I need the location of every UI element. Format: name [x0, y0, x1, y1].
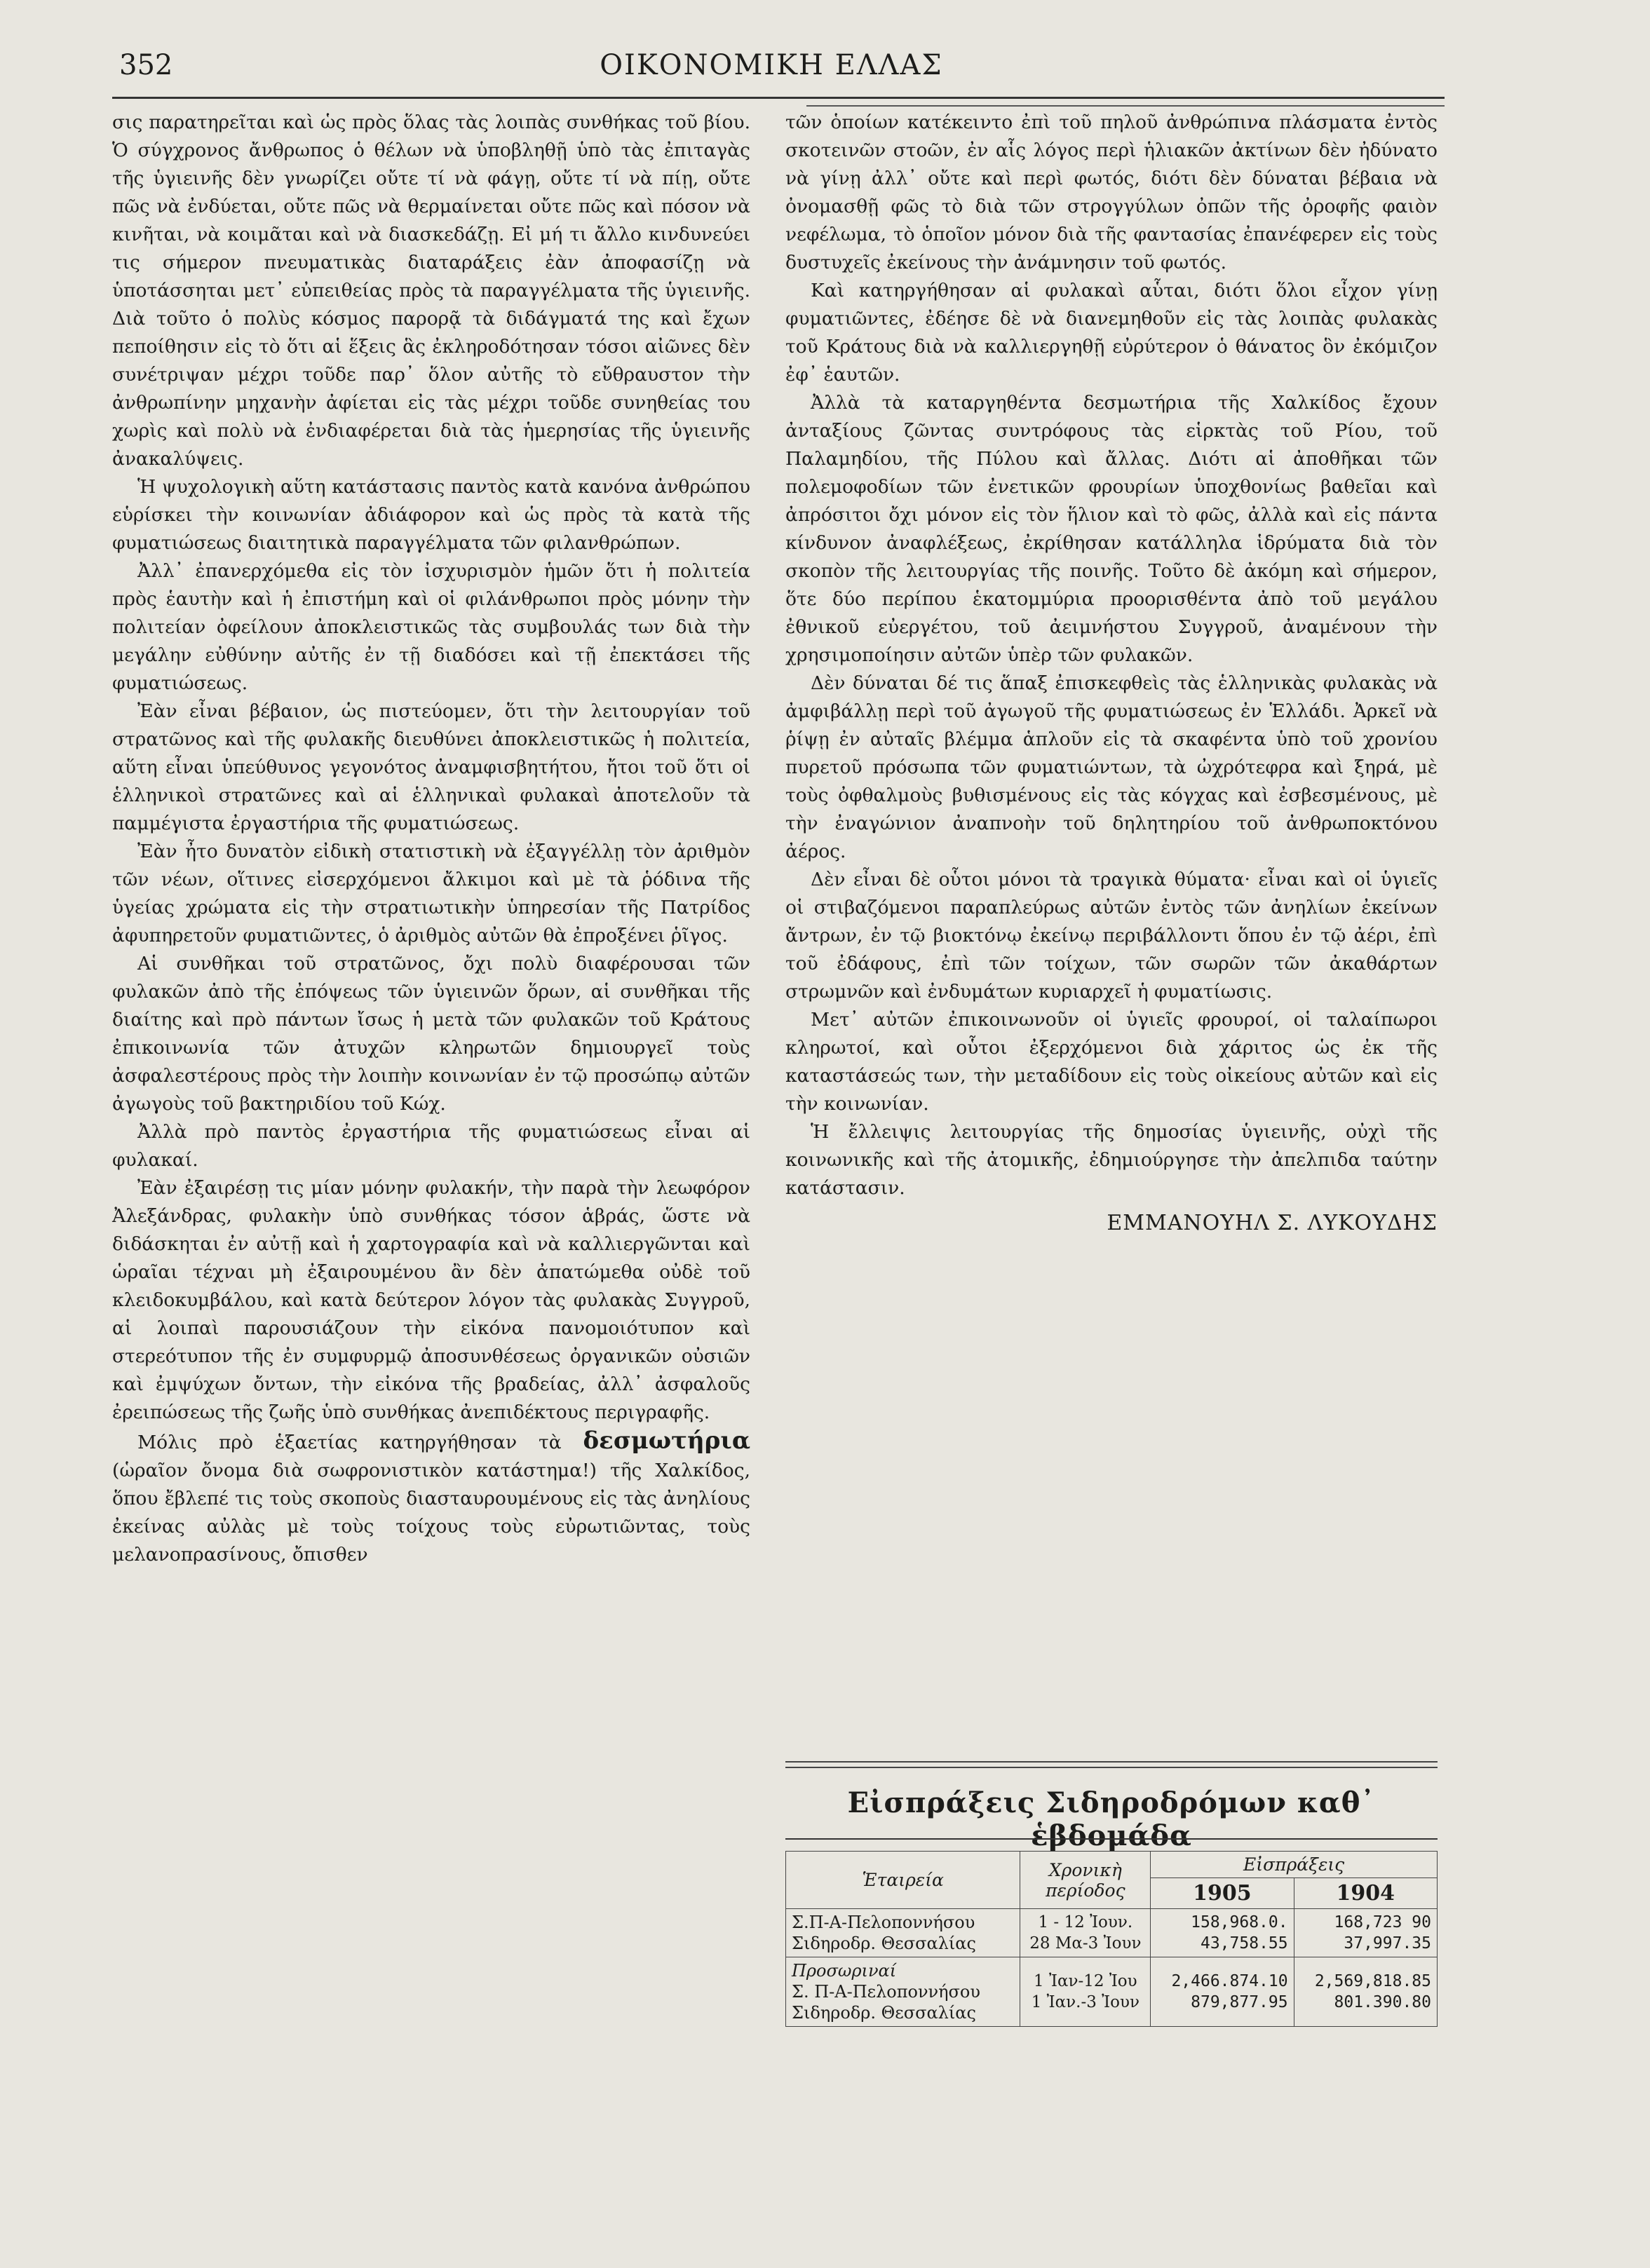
- receipt-value: 43,758.55: [1200, 1934, 1288, 1953]
- period-value: 1 - 12 Ἰουν.: [1038, 1913, 1133, 1931]
- left-paragraph: Ἐὰν ἐξαιρέσῃ τις μίαν μόνην φυλακήν, τὴν παρὰ τὴν λεωφόρον Ἀλεξάνδρας, φυλακὴν ὑπὸ συνθήκας τόσον ἁβράς, ὥστε νὰ διδάσκηται ἐν αὐτῇ καὶ ἡ χαρτογραφία καὶ νὰ καλλιεργῶνται καὶ ὡραῖαι τέχναι μὴ ἐξαιρουμένου ἂν δὲν ἀπατώμεθα οὐδὲ τοῦ κλειδοκυμβάλου, καὶ κατὰ δεύτερον λόγον τὰς φυλακὰς Συγγροῦ, αἱ λοιπαὶ παρουσιάζουν τὴν εἰκόνα πανομοιότυπον καὶ στερεότυπον τῆς ἐν συμφυρμῷ ἀποσυνθέσεως ὀργανικῶν οὐσιῶν καὶ ἐμψύχων ὄντων, τὴν εἰκόνα τῆς βραδείας, ἀλλ᾽ ἀσφαλοῦς ἐρειπώσεως τῆς ζωῆς ὑπὸ συνθήκας ἀνεπιδέκτους περιγραφῆς.: [112, 1177, 750, 1423]
- table-title-rule: [785, 1838, 1438, 1840]
- company-cell: [786, 1957, 1020, 2027]
- value-1904-cell: [1294, 1909, 1437, 1957]
- left-paragraph: Ἐὰν ἦτο δυνατὸν εἰδικὴ στατιστικὴ νὰ ἐξαγγέλλῃ τὸν ἀριθμὸν τῶν νέων, οἵτινες εἰσερχόμενοι ἄλκιμοι καὶ μὲ τὰ ῥόδινα τῆς ὑγείας χρώματα εἰς τὴν στρατιωτικὴν ὑπηρεσίαν τῆς Πατρίδος ἀφυπηρετοῦν φυματιῶντες, ὁ ἀριθμὸς αὐτῶν θὰ ἐπροξένει ῥῖγος.: [112, 841, 750, 946]
- left-paragraph: Ἡ ψυχολογικὴ αὕτη κατάστασις παντὸς κατὰ κανόνα ἀνθρώπου εὑρίσκει τὴν κοινωνίαν ἀδιάφορον καὶ ὡς πρὸς τὰ κατὰ τῆς φυματιώσεως διαιτητικὰ παραγγέλματα τῶν φιλανθρώπων.: [112, 476, 750, 554]
- receipt-value: 879,877.95: [1191, 1993, 1288, 2011]
- receipt-value: 2,569,818.85: [1314, 1972, 1431, 1990]
- header-rule-secondary: [806, 105, 1445, 107]
- page-header: [112, 42, 1431, 91]
- header-rule: [112, 97, 1445, 99]
- table-row: [786, 1957, 1438, 2027]
- company-name: Σ. Π-Α-Πελοποννήσου: [792, 1982, 980, 2002]
- author-signature: ΕΜΜΑΝΟΥΗΛ Σ. ΛΥΚΟΥΔΗΣ: [1107, 1211, 1438, 1235]
- receipt-value: 168,723 90: [1334, 1913, 1431, 1931]
- period-value: 1 Ἰαν.-3 Ἰουν: [1031, 1993, 1140, 2011]
- table-row: [786, 1909, 1438, 1957]
- section-divider: [785, 1761, 1438, 1763]
- company-name: Σ.Π-Α-Πελοποννήσου: [792, 1913, 975, 1932]
- left-paragraph: Ἀλλ᾽ ἐπανερχόμεθα εἰς τὸν ἰσχυρισμὸν ἡμῶν ὅτι ἡ πολιτεία πρὸς ἑαυτὴν καὶ ἡ ἐπιστήμη καὶ οἱ φιλάνθρωποι πρὸς μόνην τὴν πολιτείαν ὀφείλουν ἀποκλειστικῶς τὰς συμβουλάς των διὰ τὴν μεγάλην εὐθύνην αὐτῆς ἐν τῇ διαδόσει καὶ τῇ ἐπεκτάσει τῆς φυματιώσεως.: [112, 560, 750, 694]
- right-paragraph: Μετ᾽ αὐτῶν ἐπικοινωνοῦν οἱ ὑγιεῖς φρουροί, οἱ ταλαίπωροι κληρωτοί, καὶ οὗτοι ἐξερχόμενοι διὰ χάριτος ὡς ἐκ τῆς καταστάσεώς των, τὴν μεταδίδουν εἰς τοὺς οἰκείους αὐτῶν καὶ εἰς τὴν κοινωνίαν.: [785, 1009, 1438, 1115]
- right-column: [785, 109, 1438, 1237]
- period-value: 1 Ἰαν-12 Ἰου: [1034, 1972, 1137, 1990]
- header-year-1905: 1905: [1151, 1878, 1294, 1909]
- company-cell: [786, 1909, 1020, 1957]
- value-1904-cell: [1294, 1957, 1437, 2027]
- header-receipts: Εἰσπράξεις: [1151, 1852, 1438, 1878]
- value-1905-cell: [1151, 1957, 1294, 2027]
- value-1905-cell: [1151, 1909, 1294, 1957]
- receipt-value: 801.390.80: [1334, 1993, 1431, 2011]
- receipt-value: 158,968.0.: [1191, 1913, 1288, 1931]
- receipt-value: 37,997.35: [1344, 1934, 1431, 1953]
- period-cell: [1020, 1957, 1151, 2027]
- right-paragraph: Καὶ κατηργήθησαν αἱ φυλακαὶ αὗται, διότι ὅλοι εἶχον γίνῃ φυματιῶντες, ἐδέησε δὲ νὰ διανεμηθοῦν εἰς τὰς λοιπὰς φυλακὰς τοῦ Κράτους διὰ νὰ καλλιεργηθῇ εὐρύτερον ὁ θάνατος ὃν ἐκόμιζον ἐφ᾽ ἑαυτῶν.: [785, 280, 1438, 386]
- company-name: Σιδηροδρ. Θεσσαλίας: [792, 2003, 976, 2023]
- emphasized-word: δεσμωτήρια: [583, 1427, 750, 1455]
- table-header-row: [786, 1852, 1438, 1878]
- left-paragraph-last: [112, 1427, 750, 1569]
- header-period: Χρονικὴ περίοδος: [1020, 1852, 1151, 1909]
- right-paragraph: Ἀλλὰ τὰ καταργηθέντα δεσμωτήρια τῆς Χαλκίδος ἔχουν ἀνταξίους ζῶντας συντρόφους τὰς εἱρκτὰς τοῦ Ρίου, τοῦ Παλαμηδίου, τῆς Πύλου καὶ ἄλλας. Διότι αἱ ἀποθῆκαι τῶν πολεμοφοδίων τῶν ἐνετικῶν φρουρίων ὑποχθονίως βαθεῖαι καὶ ἀπρόσιτοι ὄχι μόνον εἰς τὸν ἥλιον καὶ τὸ φῶς, ἀλλὰ καὶ εἰς πάντα κίνδυνον ἀναφλέξεως, ἐκρίθησαν κατάλληλα ἱδρύματα διὰ τὸν σκοπὸν τῆς λειτουργίας τῆς ποινῆς. Τοῦτο δὲ ἀκόμη καὶ σήμερον, ὅτε δύο περίπου ἑκατομμύρια προορισθέντα ἀπὸ τοῦ μεγάλου ἐθνικοῦ εὐεργέτου, τοῦ ἀειμνήστου Συγγροῦ, ἀναμένουν τὴν χρησιμοποίησιν αὐτῶν ὑπὲρ τῶν φυλακῶν.: [785, 392, 1438, 666]
- period-cell: [1020, 1909, 1151, 1957]
- railway-receipts-table: [785, 1851, 1438, 2027]
- period-value: 28 Μα-3 Ἰουν: [1029, 1934, 1142, 1953]
- right-paragraph: τῶν ὁποίων κατέκειντο ἐπὶ τοῦ πηλοῦ ἀνθρώπινα πλάσματα ἐντὸς σκοτεινῶν στοῶν, ἐν αἷς λόγος περὶ ἡλιακῶν ἀκτίνων δὲν ἠδύνατο νὰ γίνῃ ἀλλ᾽ οὔτε καὶ περὶ φωτός, διότι δὲν δύναται βέβαια νὰ ὀνομασθῇ φῶς τὸ διὰ τῶν στρογγύλων ὀπῶν τῆς ὀροφῆς φαιὸν νεφέλωμα, τὸ ὁποῖον μόνον διὰ τῆς φαντασίας ἐπανέφερεν εἰς τοὺς δυστυχεῖς ἐκείνους τὴν ἀνάμνησιν τοῦ φωτός.: [785, 111, 1438, 273]
- text-run: (ὡραῖον ὄνομα διὰ σωφρονιστικὸν κατάστημα!) τῆς Χαλκίδος, ὅπου ἔβλεπέ τις τοὺς σκοποὺς διασταυρουμένους εἰς τὰς ἀνηλίους ἐκείνας αὐλὰς μὲ τοὺς τοίχους τοὺς εὐρωτιῶντας, τοὺς μελανοπρασίνους, ὄπισθεν: [112, 1460, 750, 1566]
- running-title: ΟΙΚΟΝΟΜΙΚΗ ΕΛΛΑΣ: [600, 49, 943, 81]
- left-paragraph: σις παρατηρεῖται καὶ ὡς πρὸς ὅλας τὰς λοιπὰς συνθήκας τοῦ βίου. Ὁ σύγχρονος ἄνθρωπος ὁ θέλων νὰ ὑποβληθῇ ὑπὸ τὰς ἐπιταγὰς τῆς ὑγιεινῆς δὲν γνωρίζει οὔτε τί νὰ φάγῃ, οὔτε τί νὰ πίῃ, οὔτε πῶς νὰ ἐνδύεται, οὔτε πῶς νὰ θερμαίνεται οὔτε πῶς καὶ πόσον νὰ κινῆται, νὰ κοιμᾶται καὶ νὰ διασκεδάζῃ. Εἰ μή τι ἄλλο κινδυνεύει τις σήμερον πνευματικὰς διαταράξεις ἐὰν ἀποφασίζῃ νὰ ὑποτάσσηται μετ᾽ εὐπειθείας πρὸς τὰ παραγγέλματα τῆς ὑγιεινῆς. Διὰ τοῦτο ὁ πολὺς κόσμος παρορᾷ τὰ διδάγματά της καὶ ἔχων πεποίθησιν εἰς τὸ ὅτι αἱ ἕξεις ἃς ἐκληροδότησαν τόσοι αἰῶνες δὲν συνέτριψαν μέχρι τοῦδε παρ᾽ ὅλον αὐτῆς τὸ εὔθραυστον τὴν ἀνθρωπίνην μηχανὴν ἀφίεται εἰς τὰς μέχρι τοῦδε συνηθείας του χωρὶς καὶ πολὺ νὰ ἐνδιαφέρεται διὰ τὰς ἡμερησίας τῆς ὑγιεινῆς ἀνακαλύψεις.: [112, 111, 750, 470]
- right-paragraph: Δὲν δύναται δέ τις ἅπαξ ἐπισκεφθεὶς τὰς ἑλληνικὰς φυλακὰς νὰ ἀμφιβάλλῃ περὶ τοῦ ἀγωγοῦ τῆς φυματιώσεως ἐν Ἑλλάδι. Ἀρκεῖ νὰ ῥίψῃ ἐν αὐταῖς βλέμμα ἁπλοῦν εἰς τὰ σκαφέντα ὑπὸ τοῦ χρονίου πυρετοῦ πρόσωπα τῶν φυματιώντων, τὰ ὠχρότεφρα καὶ ξηρά, μὲ τοὺς ὀφθαλμοὺς βυθισμένους εἰς τὰς κόγχας καὶ ἐσβεσμένους, μὲ τὴν ἐναγώνιον ἀναπνοὴν τοῦ δηλητηρίου τοῦ ἀνθρωποκτόνου ἀέρος.: [785, 672, 1438, 862]
- header-year-1904: 1904: [1294, 1878, 1437, 1909]
- page-number: 352: [119, 49, 173, 81]
- section-divider: [785, 1767, 1438, 1768]
- left-paragraph: Ἐὰν εἶναι βέβαιον, ὡς πιστεύομεν, ὅτι τὴν λειτουργίαν τοῦ στρατῶνος καὶ τῆς φυλακῆς διευθύνει ἀποκλειστικῶς ἡ πολιτεία, αὕτη εἶναι ὑπεύθυνος γεγονότος ἀναμφισβητήτου, ἤτοι τοῦ ὅτι οἱ ἑλληνικοὶ στρατῶνες καὶ αἱ ἑλληνικαὶ φυλακαὶ ἀποτελοῦν τὰ παμμέγιστα ἐργαστήρια τῆς φυματιώσεως.: [112, 700, 750, 834]
- table-title: Εἰσπράξεις Σιδηροδρόμων καθ᾽ ἑβδομάδα: [847, 1786, 1376, 1852]
- group-label: Προσωριναί: [792, 1961, 897, 1981]
- receipt-value: 2,466.874.10: [1171, 1972, 1288, 1990]
- header-company: Ἑταιρεία: [786, 1852, 1020, 1909]
- company-name: Σιδηροδρ. Θεσσαλίας: [792, 1934, 976, 1953]
- left-column: [112, 109, 750, 1569]
- right-paragraph: Ἡ ἔλλειψις λειτουργίας τῆς δημοσίας ὑγιεινῆς, οὐχὶ τῆς κοινωνικῆς καὶ τῆς ἀτομικῆς, ἐδημιούργησε τὴν ἀπελπιδα ταύτην κατάστασιν.: [785, 1121, 1438, 1199]
- right-paragraph: Δὲν εἶναι δὲ οὗτοι μόνοι τὰ τραγικὰ θύματα· εἶναι καὶ οἱ ὑγιεῖς οἱ στιβαζόμενοι παραπλεύρως αὐτῶν ἐντὸς τῶν ἀνηλίων ἐκείνων ἄντρων, ἐν τῷ βιοκτόνῳ ἐκείνῳ περιβάλλοντι ὅπου ἐν τῷ ἀέρι, ἐπὶ τοῦ ἐδάφους, ἐπὶ τῶν τοίχων, τῶν σωρῶν τῶν ἀκαθάρτων στρωμνῶν καὶ ἐνδυμάτων κυριαρχεῖ ἡ φυματίωσις.: [785, 869, 1438, 1003]
- left-paragraph: Ἀλλὰ πρὸ παντὸς ἐργαστήρια τῆς φυματιώσεως εἶναι αἱ φυλακαί.: [112, 1121, 750, 1171]
- left-paragraph: Αἱ συνθῆκαι τοῦ στρατῶνος, ὄχι πολὺ διαφέρουσαι τῶν φυλακῶν ἀπὸ τῆς ἐπόψεως τῶν ὑγιεινῶν ὅρων, αἱ συνθῆκαι τῆς διαίτης καὶ πρὸ πάντων ἴσως ἡ μετὰ τῶν φυλακῶν τοῦ Κράτους ἐπικοινωνία τῶν ἀτυχῶν κληρωτῶν δημιουργεῖ τοὺς ἀσφαλεστέρους πρὸς τὴν λοιπὴν κοινωνίαν ἐν τῷ προσώπῳ αὐτῶν ἀγωγοὺς τοῦ βακτηριδίου τοῦ Κώχ.: [112, 953, 750, 1115]
- text-run: Μόλις πρὸ ἑξαετίας κατηργήθησαν τὰ: [137, 1432, 583, 1453]
